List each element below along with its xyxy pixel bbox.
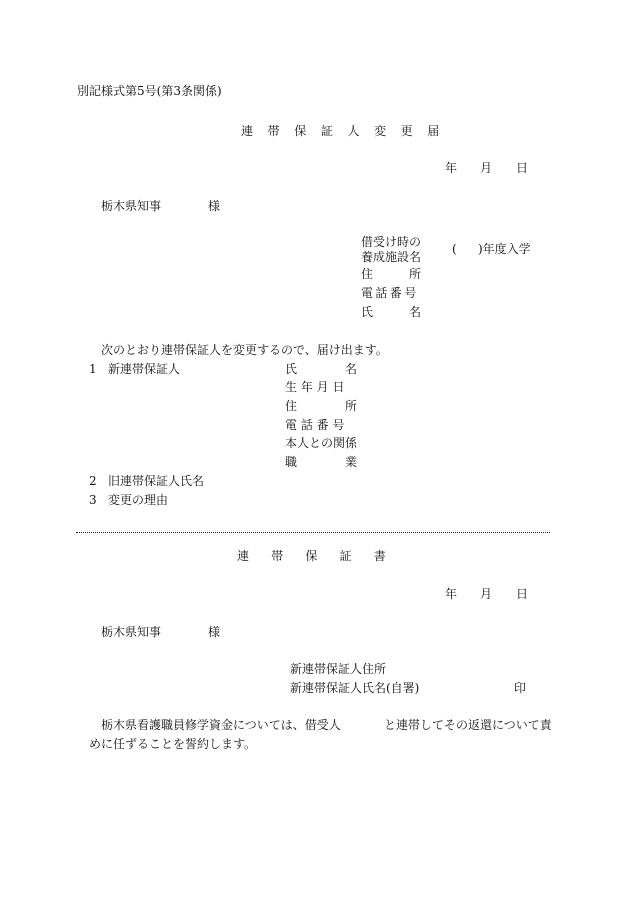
applicant-address-label-2: 所 <box>409 267 422 281</box>
guarantor-job-label-2: 業 <box>345 455 358 469</box>
item-3-label: 変更の理由 <box>108 493 169 507</box>
item-2-label: 旧連帯保証人氏名 <box>108 474 205 488</box>
guarantor-birthdate-label: 生 年 月 日 <box>285 380 345 394</box>
guarantor-name-label-2: 名 <box>345 362 358 376</box>
notice-addressee: 栃木県知事 <box>101 199 162 213</box>
guarantor-address-label-2: 所 <box>345 399 358 413</box>
seal-mark: 印 <box>514 681 527 695</box>
applicant-phone-label: 電話番号 <box>361 286 419 300</box>
guarantor-relation-label: 本人との関係 <box>285 436 358 450</box>
notice-intro: 次のとおり連帯保証人を変更するので、届け出ます。 <box>101 343 388 357</box>
notice-date-year: 年 <box>445 161 458 175</box>
guarantor-name-label-1: 氏 <box>285 362 298 376</box>
form-number-label: 別記様式第5号(第3条関係) <box>77 84 222 98</box>
change-notice-title: 連 帯 保 証 人 変 更 届 <box>241 124 445 138</box>
deed-date-day: 日 <box>516 587 529 601</box>
guarantor-job-label-1: 職 <box>285 455 298 469</box>
new-guarantor-name-label: 新連帯保証人氏名(自署) <box>290 681 420 695</box>
new-guarantor-address-label: 新連帯保証人住所 <box>290 662 387 676</box>
item-3-number: 3 <box>89 493 97 507</box>
section-divider <box>76 532 550 533</box>
item-1-label: 新連帯保証人 <box>108 362 181 376</box>
deed-body-part1: 栃木県看護職員修学資金については、借受人 <box>101 718 341 732</box>
deed-body-line2: めに任ずることを誓約します。 <box>89 737 257 751</box>
notice-honorific: 様 <box>208 199 221 213</box>
deed-addressee: 栃木県知事 <box>101 625 162 639</box>
applicant-name-label-2: 名 <box>409 305 422 319</box>
guarantor-address-label-1: 住 <box>285 399 298 413</box>
enrollment-year-close: )年度入学 <box>478 242 531 256</box>
notice-date-day: 日 <box>516 161 529 175</box>
facility-label-line1: 借受け時の <box>361 235 422 249</box>
deed-honorific: 様 <box>208 625 221 639</box>
applicant-address-label-1: 住 <box>361 267 374 281</box>
notice-date-month: 月 <box>480 161 493 175</box>
facility-label-line2: 養成施設名 <box>361 250 422 264</box>
item-2-number: 2 <box>89 474 97 488</box>
deed-body-part2: と連帯してその返還について責 <box>384 718 552 732</box>
guarantor-phone-label: 電 話 番 号 <box>285 418 345 432</box>
applicant-name-label-1: 氏 <box>361 305 374 319</box>
deed-date-month: 月 <box>480 587 493 601</box>
item-1-number: 1 <box>89 362 97 376</box>
deed-date-year: 年 <box>445 587 458 601</box>
enrollment-year-open: ( <box>452 242 457 256</box>
guarantee-deed-title: 連帯保証書 <box>237 549 409 563</box>
